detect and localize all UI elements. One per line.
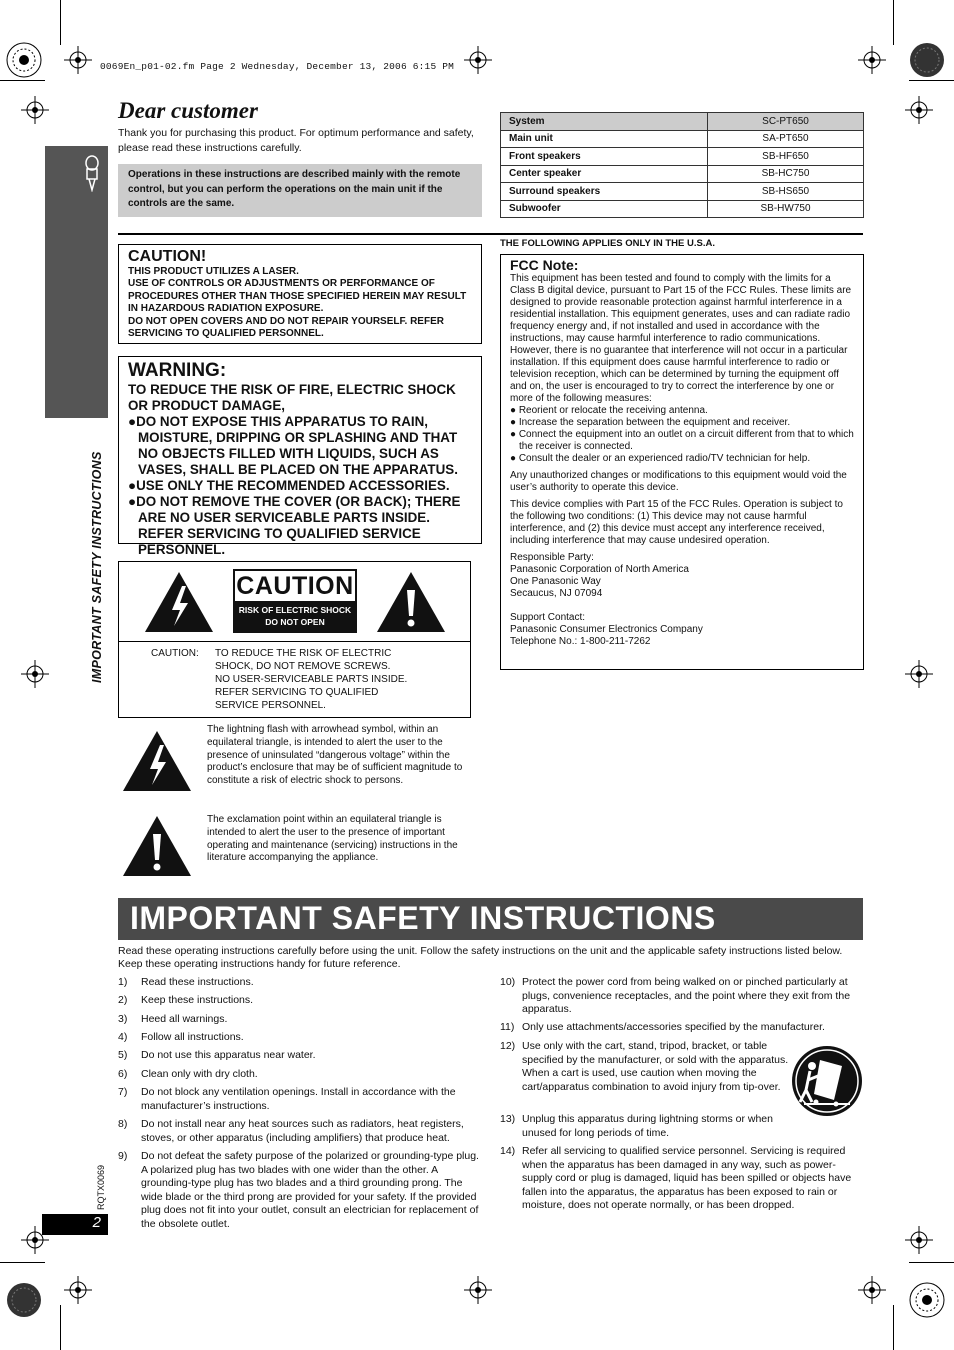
crosshair-icon [21, 96, 49, 124]
laser-caution-box [118, 244, 482, 344]
item-number: 14) [500, 1145, 516, 1157]
warning-bullet: ●DO NOT REMOVE THE COVER (OR BACK); THERE ARE NO USER SERVICEABLE PARTS INSIDE. REFER SERVICING TO QUALIFIED SERVICE PERSONNEL. [128, 494, 461, 557]
isi-intro: Read these operating instructions carefully before using the unit. Follow the safety instructions on the unit and the applicable safety instructions listed below. Keep these operating instructions handy for future reference. [118, 945, 843, 970]
item-text: Protect the power cord from being walked on or pinched particularly at plugs, convenience receptacles, and the point where they exit from the apparatus. [522, 976, 851, 1016]
table-row [501, 165, 864, 183]
fcc-measures-list [510, 405, 854, 465]
doc-code: RQTX0069 [96, 1164, 106, 1210]
warning-title: WARNING: [128, 360, 227, 381]
item-number: 3) [118, 1013, 128, 1025]
fcc-paragraph: This equipment has been tested and found to comply with the limits for a Class B digital device, pursuant to Part 15 of the FCC Rules. These limits are designed to provide reasonable protection against harmful interference in a residential installation. This equipment generates, uses and can radiate radio frequency energy and, if not installed and used in accordance with the instructions, may cause harmful interference to radio communications. However, there is no guarantee that interference will not occur in a particular installation. If this equipment does cause harmful interference to radio or television reception, which can be determined by turning the equipment off and on, the user is encouraged to try to correct the interference by one or more of the following measures: [510, 273, 852, 404]
model-label: Main unit [501, 130, 708, 148]
table-row [501, 183, 864, 201]
cart-tipover-warning-icon [790, 1044, 864, 1118]
registration-circle-icon [907, 40, 947, 80]
caution-panel-line: NO USER-SERVICEABLE PARTS INSIDE. [215, 674, 408, 685]
fcc-note-box [500, 254, 864, 670]
fcc-title: FCC Note: [510, 257, 579, 273]
item-text: Clean only with dry cloth. [141, 1068, 258, 1080]
item-text: Heed all warnings. [141, 1013, 228, 1025]
item-number: 13) [500, 1113, 516, 1125]
section-banner [118, 898, 863, 940]
item-number: 5) [118, 1049, 128, 1061]
item-text: Do not use this apparatus near water. [141, 1049, 316, 1061]
model-label: Subwoofer [501, 200, 708, 218]
warning-bullet: ●DO NOT EXPOSE THIS APPARATUS TO RAIN, MOISTURE, DRIPPING OR SPLASHING AND THAT NO OBJECTS FILLED WITH LIQUIDS, SUCH AS VASES, SHALL BE PLACED ON THE APPARATUS. [128, 414, 458, 477]
page-number-box [42, 1214, 108, 1235]
responsible-line: One Panasonic Way [510, 576, 601, 587]
crosshair-icon [64, 1276, 92, 1304]
page-title: Dear customer [118, 98, 258, 123]
warning-bullet: ●USE ONLY THE RECOMMENDED ACCESSORIES. [128, 478, 450, 493]
item-number: 2) [118, 994, 128, 1006]
fcc-usa-heading: THE FOLLOWING APPLIES ONLY IN THE U.S.A. [500, 238, 715, 249]
caution-label [233, 569, 357, 633]
registration-circle-icon [907, 1280, 947, 1320]
table-row [501, 130, 864, 148]
table-row [501, 113, 864, 131]
item-text: Read these instructions. [141, 976, 254, 988]
crosshair-icon [64, 46, 92, 74]
item-text: Only use attachments/accessories specified by the manufacturer. [522, 1021, 825, 1033]
crop-mark [893, 1305, 894, 1350]
responsible-party [510, 552, 854, 600]
exclamation-warning-icon [121, 814, 193, 878]
item-number: 6) [118, 1068, 128, 1080]
file-header: 0069En_p01-02.fm Page 2 Wednesday, December 13, 2006 6:15 PM [100, 61, 455, 72]
responsible-line: Panasonic Corporation of North America [510, 564, 689, 575]
caution-panel-key: CAUTION: [151, 648, 199, 659]
model-label: Front speakers [501, 148, 708, 166]
model-value: SB-HS650 [708, 183, 864, 201]
caution-panel-line: SERVICE PERSONNEL. [215, 700, 326, 711]
page-number: 2 [92, 1214, 101, 1231]
item-number: 1) [118, 976, 128, 988]
caution-line: USE OF CONTROLS OR ADJUSTMENTS OR PERFORMANCE OF PROCEDURES OTHER THAN THOSE SPECIFIED HEREIN MAY RESULT IN HAZARDOUS RADIATION EXPOSURE. [128, 278, 467, 315]
caution-title: CAUTION! [128, 248, 207, 265]
warning-intro: TO REDUCE THE RISK OF FIRE, ELECTRIC SHOCK OR PRODUCT DAMAGE, [128, 382, 456, 413]
item-text: Unplug this apparatus during lightning storms or when unused for long periods of time. [522, 1113, 773, 1139]
item-number: 12) [500, 1040, 516, 1052]
support-line: Support Contact: [510, 612, 586, 623]
side-tab-label: IMPORTANT SAFETY INSTRUCTIONS [90, 451, 104, 683]
model-label: System [501, 113, 708, 131]
model-value: SB-HC750 [708, 165, 864, 183]
item-text: Follow all instructions. [141, 1031, 244, 1043]
caution-line: THIS PRODUCT UTILIZES A LASER. [128, 266, 299, 277]
panel-divider [119, 641, 470, 642]
caution-line: DO NOT OPEN COVERS AND DO NOT REPAIR YOURSELF. REFER SERVICING TO QUALIFIED PERSONNEL. [128, 315, 444, 340]
crosshair-icon [464, 1276, 492, 1304]
list-item: ● Connect the equipment into an outlet on a circuit different from that to which the receiver is connected. [510, 429, 854, 452]
fcc-paragraph: Any unauthorized changes or modifications to this equipment would void the user’s authority to operate this device. [510, 470, 847, 493]
item-text: Do not defeat the safety purpose of the polarized or grounding-type plug. A polarized plug has two blades with one wider than the other. A grounding-type plug has two blades and a third grounding prong. The wide blade or the third prong are provided for your safety. If the provided plug does not fit into your outlet, consult an electrician for replacement of the obsolete outlet. [141, 1150, 479, 1230]
crop-mark [60, 0, 61, 45]
item-number: 8) [118, 1118, 128, 1130]
crop-mark [0, 1262, 45, 1263]
lightning-explanation: The lightning flash with arrowhead symbol, within an equilateral triangle, is intended to alert the user to the presence of uninsulated “dangerous voltage” within the product’s enclosure that may be of sufficient magnitude to constitute a risk of electric shock to persons. [207, 724, 463, 787]
model-value: SA-PT650 [708, 130, 864, 148]
registration-circle-icon [4, 1280, 44, 1320]
section-title: IMPORTANT SAFETY INSTRUCTIONS [130, 900, 716, 936]
doc-code-wrap [96, 1155, 110, 1215]
list-item: ● Consult the dealer or an experienced radio/TV technician for help. [510, 453, 811, 464]
warning-box [118, 356, 482, 557]
fcc-paragraph: This device complies with Part 15 of the FCC Rules. Operation is subject to the following two conditions: (1) This device may not cause harmful interference, and (2) this device must accept any interference received, including interference that may cause undesired operation. [510, 499, 843, 546]
crosshair-icon [905, 1226, 933, 1254]
model-value: SB-HF650 [708, 148, 864, 166]
item-text: Keep these instructions. [141, 994, 254, 1006]
model-value: SB-HW750 [708, 200, 864, 218]
responsible-line: Responsible Party: [510, 552, 594, 563]
crop-mark [0, 80, 45, 81]
remote-note-text: Operations in these instructions are described mainly with the remote control, but you can perform the operations on the main unit if the controls are the same. [128, 169, 461, 209]
responsible-line: Secaucus, NJ 07094 [510, 588, 603, 599]
crop-mark [909, 80, 954, 81]
item-number: 4) [118, 1031, 128, 1043]
item-text: Use only with the cart, stand, tripod, bracket, or table specified by the manufacturer, or sold with the apparatus. When a cart is used, use caution when moving the cart/apparatus combination to avoid injury from tip-over. [522, 1040, 789, 1093]
table-row [501, 148, 864, 166]
lightning-warning-icon [121, 729, 193, 793]
model-label: Surround speakers [501, 183, 708, 201]
model-label: Center speaker [501, 165, 708, 183]
caution-panel-line: SHOCK, DO NOT REMOVE SCREWS. [215, 661, 391, 672]
model-value: SC-PT650 [708, 113, 864, 131]
item-text: Refer all servicing to qualified service personnel. Servicing is required when the apparatus has been damaged in any way, such as power-supply cord or plug is damaged, liquid has been spilled or objects have fallen into the apparatus, the apparatus has been exposed to rain or moisture, does not operate normally, or has been dropped. [522, 1145, 852, 1212]
caution-panel-value [215, 647, 455, 712]
side-tab-label-wrap [70, 425, 104, 725]
remote-note-box [118, 164, 482, 217]
list-item: ● Reorient or relocate the receiving antenna. [510, 405, 708, 416]
support-line: Panasonic Consumer Electronics Company [510, 624, 703, 635]
ear-plug-icon [83, 154, 101, 192]
item-number: 9) [118, 1150, 128, 1162]
crosshair-icon [858, 46, 886, 74]
crop-mark [909, 1262, 954, 1263]
side-tab [45, 146, 108, 418]
item-number: 11) [500, 1021, 515, 1033]
list-item: ● Increase the separation between the equipment and receiver. [510, 417, 791, 428]
crosshair-icon [905, 660, 933, 688]
table-row [501, 200, 864, 218]
item-number: 7) [118, 1086, 128, 1098]
lightning-warning-icon [143, 570, 215, 634]
crosshair-icon [464, 46, 492, 74]
electric-shock-caution-panel [118, 561, 471, 718]
registration-circle-icon [4, 40, 44, 80]
caution-label-sub: DO NOT OPEN [265, 617, 325, 627]
caution-panel-line: TO REDUCE THE RISK OF ELECTRIC [215, 648, 392, 659]
section-divider [118, 233, 863, 235]
caution-label-title: CAUTION [236, 572, 354, 600]
item-number: 10) [500, 976, 516, 988]
item-text: Do not block any ventilation openings. Install in accordance with the manufacturer’s instructions. [141, 1086, 456, 1112]
support-line: Telephone No.: 1-800-211-7262 [510, 636, 651, 647]
exclamation-explanation: The exclamation point within an equilateral triangle is intended to alert the user to the presence of important operating and maintenance (servicing) instructions in the literature accompanying the appliance. [207, 814, 458, 864]
caution-label-sub: RISK OF ELECTRIC SHOCK [238, 605, 352, 615]
support-contact [510, 612, 854, 648]
crosshair-icon [21, 660, 49, 688]
caution-panel-line: REFER SERVICING TO QUALIFIED [215, 687, 379, 698]
exclamation-warning-icon [375, 570, 447, 634]
intro-text: Thank you for purchasing this product. For optimum performance and safety, please read these instructions carefully. [118, 127, 474, 154]
crop-mark [893, 0, 894, 45]
model-table [500, 112, 864, 218]
crop-mark [60, 1305, 61, 1350]
crosshair-icon [858, 1276, 886, 1304]
crosshair-icon [905, 96, 933, 124]
item-text: Do not install near any heat sources such as radiators, heat registers, stoves, or other apparatus (including amplifiers) that produce heat. [141, 1118, 464, 1144]
caution-panel-text [151, 647, 455, 712]
